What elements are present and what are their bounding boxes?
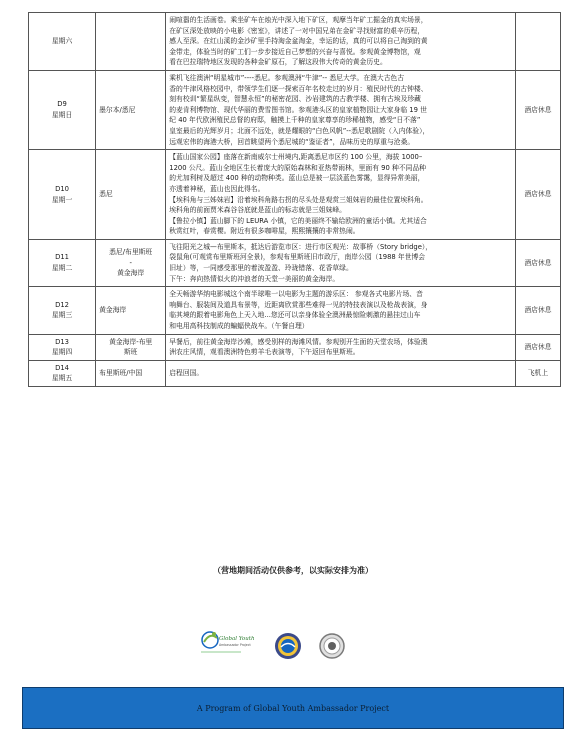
day-cell-line: 星期三: [51, 311, 73, 320]
logo-subtitle: Ambassador Project: [219, 643, 251, 647]
accommodation-cell-line: 飞机上: [527, 369, 549, 378]
description-cell-line: 远观宏伟的海港大桥，回首眺望两个悉尼城的“鉴证者”，品味历史的厚重与沧桑。: [169, 137, 415, 146]
day-cell: [29, 334, 96, 360]
table-row: [29, 70, 561, 149]
city-cell: [96, 360, 166, 386]
city-cell: [96, 239, 166, 286]
description-cell-line: 全天畅游华纳电影城这个南半球唯一以电影为主题的游乐区： 参观各式电影片场、音: [169, 290, 423, 299]
description-cell-line: 闹喧嚣的生活画卷。乘坐矿车在烛光中深入地下矿区，观摩当年矿工掘金的真实场景，: [169, 16, 428, 24]
description-cell-line: 乘机飞往澳洲“明星城市”----悉尼。参观澳洲“牛津”-- 悉尼大学。在澳大古色古: [169, 73, 405, 82]
description-cell: [166, 360, 516, 386]
description-cell-line: 临其境的跟着电影角色上天入地...您还可以亲身体验全澳洲最惊险刺激的悬挂过山车: [169, 311, 421, 320]
description-cell-line: 飞往阳光之城—布里斯本，抵达后游览市区：进行市区观光：故事桥（Story bridge），: [169, 242, 433, 251]
accommodation-cell: [515, 334, 560, 360]
description-cell: [166, 150, 516, 240]
description-cell: [166, 334, 516, 360]
description-cell-line: 秋赏红叶，春赏樱。附近有很多咖啡屋，熙熙攘攘的非常热闹。: [169, 227, 360, 236]
day-cell: [29, 287, 96, 334]
city-cell-line: 黄金海岸: [117, 269, 145, 278]
itinerary-table: [28, 12, 561, 387]
city-cell-line: 悉尼/布里斯班: [109, 248, 153, 257]
description-cell-line: 【蓝山国家公园】座落在新南威尔士州境内,距离悉尼市区约 100 公里，海拔 1000–: [169, 153, 423, 162]
day-cell: [29, 13, 96, 71]
day-cell-line: D13: [55, 337, 69, 346]
day-cell-line: 星期一: [51, 195, 73, 204]
day-cell: [29, 70, 96, 149]
accommodation-cell: [515, 287, 560, 334]
description-cell-line: 和电用高科技制成的蝙蝠侠战车。（午餐自理）: [169, 322, 309, 331]
schedule-note: （营地期间活动仅供参考，以实际安排为准）: [213, 566, 373, 575]
description-cell-line: 皇室最后的光辉岁月；北面不远处，就是耀眼的“白色风帆”--悉尼歌剧院（入内体验），: [169, 126, 430, 135]
description-cell-line: 金带走，体验当时的矿工们一步步接近自己梦想的兴奋与喜悦。参观黄金博物馆，观: [169, 47, 421, 56]
accommodation-cell-line: 酒店休息: [524, 105, 552, 114]
table-row: [29, 239, 561, 286]
description-cell-line: 的麦肯利博物馆、现代华丽的费雪图书馆。参观港头区的皇家植物园让大家身临 19 世: [169, 105, 427, 114]
day-cell-line: D9: [57, 100, 67, 109]
accommodation-cell: [515, 70, 560, 149]
table-row: [29, 287, 561, 334]
description-cell-line: 的尤加利树及超过 400 种的动物种类。蓝山总是被一层淡蓝色雾霭，显得异常美丽，: [169, 174, 425, 183]
city-cell-line: 布里斯班/中国: [99, 369, 143, 378]
description-cell: [166, 287, 516, 334]
day-cell-line: D11: [55, 253, 69, 262]
day-cell-line: 星期日: [51, 111, 73, 120]
description-cell-line: 亦透着神秘，蓝山也因此得名。: [169, 184, 265, 193]
city-cell: [96, 334, 166, 360]
accommodation-cell: [515, 150, 560, 240]
city-cell: [96, 287, 166, 334]
day-cell-line: 星期六: [51, 37, 73, 46]
seal-logo: [318, 632, 346, 660]
description-cell-line: 1200 公尺。蓝山全地区生长着庞大的原始森林和亚热带雨林，里面有 90 种不同品种: [169, 163, 426, 172]
description-cell-line: 纪 40 年代欧洲殖民总督的府邸，触摸上千种的皇家尊享的珍稀植物，感受“日不落”: [169, 116, 421, 125]
description-cell: [166, 13, 516, 71]
accommodation-cell-line: 酒店休息: [524, 190, 552, 199]
city-cell-line: 墨尔本/悉尼: [99, 105, 136, 114]
description-cell-line: 看在巴拉瑞特地区发现的各种金矿原石，了解这段伟大传奇的黄金历史。: [169, 58, 387, 67]
table-row: [29, 360, 561, 386]
table-row: [29, 334, 561, 360]
footer-text: A Program of Global Youth Ambassador Project: [196, 703, 390, 713]
description-cell-line: 旧址）等，一同感受那里的着波盈盈、玲珑错落、花香草绿。: [169, 264, 353, 273]
description-cell-line: 早餐后，前往黄金海岸沙滩，感受别样的海滩风情。参观别开生面的天堂农场，体验澳: [169, 337, 428, 346]
accommodation-cell: [515, 13, 560, 71]
description-cell-line: 感人至深。在红山溪的金沙矿里手持淘金盆淘金，幸运的话，真的可以将自己淘到的黄: [169, 37, 428, 46]
global-youth-logo: [197, 628, 255, 662]
description-cell-line: 洲农庄风情，观看澳洲特色剪羊毛表演等，下午返回布里斯班。: [169, 348, 360, 357]
partner-logos: [0, 628, 586, 668]
day-cell: [29, 360, 96, 386]
description-cell-line: 袋鼠角(可观赏布里斯班河全景)，参观布里斯班旧市政厅，南岸公园（1988 年世博会: [169, 253, 426, 262]
description-cell-line: 香的牛津风格校园中，带领学生们逐一探索百年名校走过的岁月：殖民时代的古钟楼、: [169, 84, 428, 93]
city-cell-line: 黄金海岸: [99, 306, 127, 315]
accommodation-cell: [515, 239, 560, 286]
day-cell: [29, 239, 96, 286]
footer-banner: [22, 687, 564, 729]
description-cell-line: 下午：奔向热情似火的冲浪者的天堂一美丽的黄金海岸。: [169, 274, 340, 283]
description-cell-line: 启程回国。: [169, 369, 204, 378]
day-cell-line: 星期四: [51, 348, 73, 357]
accommodation-cell-line: 酒店休息: [524, 342, 552, 351]
description-cell-line: 刻有校训“繁星纵变，智慧永恒”的秘密花园、沙岩建筑的古教学楼、拥有古埃及珍藏: [169, 95, 421, 104]
table-row: [29, 13, 561, 71]
city-cell: [96, 70, 166, 149]
city-cell-line: 悉尼: [99, 190, 113, 199]
city-cell-line: 斯班: [123, 348, 138, 357]
description-cell-line: 【鲁拉小镇】蓝山脚下的 LEURA 小镇，它的美丽终不输给欧洲的童话小镇。尤其适合: [169, 216, 427, 225]
city-cell: [96, 150, 166, 240]
description-cell-line: 埃科角的前面贾米森谷谷底就是蓝山的标志就是三姐妹峰。: [169, 206, 346, 215]
description-cell-line: 响舞台、服装间及道具布景等，近距离欣赏那些难得一见的特技表演以及枪战表演，身: [169, 300, 428, 309]
day-cell-line: D14: [55, 363, 69, 372]
day-cell-line: D10: [55, 184, 69, 193]
description-cell-line: 【埃科角与三姊妹岩】沿着埃科角路右拐的尽头处是观赏三姐妹岩的最佳位置埃科角。: [169, 195, 428, 204]
description-cell: [166, 70, 516, 149]
itinerary-body: [29, 13, 561, 387]
description-cell-line: 在矿区深处放映的小电影《密室》，讲述了一对中国兄弟在金矿寻找财富的艰辛历程，: [169, 26, 425, 35]
emblem-logo: [273, 631, 303, 661]
table-row: [29, 150, 561, 240]
accommodation-cell: [515, 360, 560, 386]
accommodation-cell-line: 酒店休息: [524, 306, 552, 315]
logo-title: Global Youth: [219, 636, 255, 642]
day-cell-line: 星期二: [51, 264, 73, 273]
day-cell-line: D12: [55, 300, 69, 309]
city-cell-line: -: [129, 258, 132, 267]
day-cell-line: 星期五: [51, 374, 73, 383]
accommodation-cell-line: 酒店休息: [524, 258, 552, 267]
city-cell: [96, 13, 166, 71]
city-cell-line: 黄金海岸-布里: [109, 337, 153, 346]
description-cell: [166, 239, 516, 286]
day-cell: [29, 150, 96, 240]
